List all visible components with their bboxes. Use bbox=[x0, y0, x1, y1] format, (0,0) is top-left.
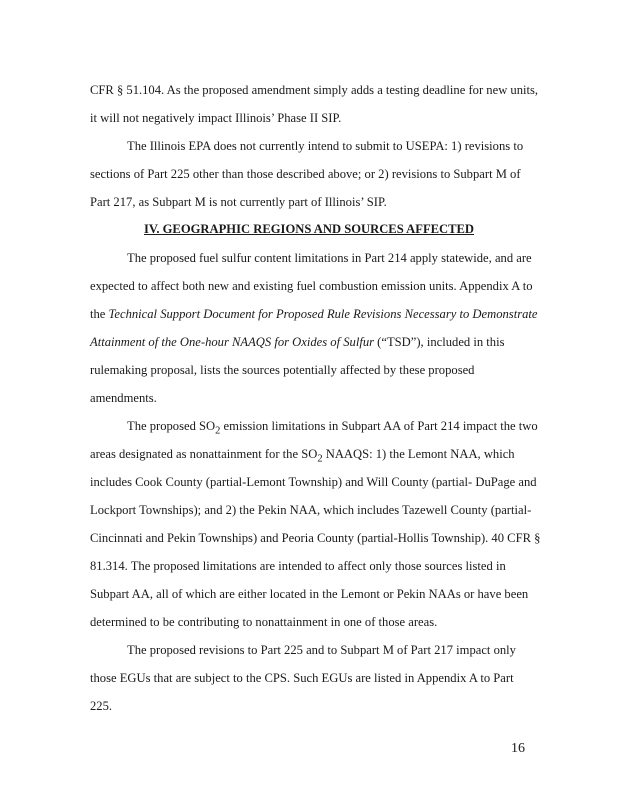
text-line: The proposed revisions to Part 225 and to Subpart M of Part 217 impact only bbox=[127, 643, 516, 657]
text-line: CFR § 51.104. As the proposed amendment simply adds a testing deadline for new units, bbox=[90, 83, 539, 97]
text-line bbox=[127, 418, 538, 440]
subscript: 2 bbox=[317, 453, 323, 465]
text-line: determined to be contributing to nonattainment in one of those areas. bbox=[90, 615, 438, 629]
text-line: sections of Part 225 other than those described above; or 2) revisions to Subpart M of bbox=[90, 167, 521, 181]
text-run: (“TSD”), included in this bbox=[374, 335, 505, 349]
text-line bbox=[90, 306, 538, 322]
document-title-italic: Attainment of the One-hour NAAQS for Oxides of Sulfur bbox=[90, 335, 375, 349]
text-line: Part 217, as Subpart M is not currently part of Illinois’ SIP. bbox=[90, 195, 387, 209]
text-line: The Illinois EPA does not currently intend to submit to USEPA: 1) revisions to bbox=[127, 139, 524, 153]
subscript: 2 bbox=[215, 425, 221, 437]
text-run: NAAQS: 1) the Lemont NAA, which bbox=[322, 447, 515, 461]
text-run: the bbox=[90, 307, 109, 321]
text-line: Cincinnati and Pekin Townships) and Peoria County (partial-Hollis Township). 40 CFR § bbox=[90, 531, 541, 545]
text-line: 225. bbox=[90, 699, 113, 713]
text-line: amendments. bbox=[90, 391, 157, 405]
text-run: The proposed SO bbox=[127, 419, 216, 433]
page-number: 16 bbox=[511, 741, 525, 756]
text-line: those EGUs that are subject to the CPS. Such EGUs are listed in Appendix A to Part bbox=[90, 671, 514, 685]
text-line: 81.314. The proposed limitations are intended to affect only those sources listed in bbox=[90, 559, 506, 573]
text-line: Subpart AA, all of which are either located in the Lemont or Pekin NAAs or have been bbox=[90, 587, 529, 601]
text-line: Lockport Townships); and 2) the Pekin NAA, which includes Tazewell County (partial- bbox=[90, 503, 532, 517]
text-run: emission limitations in Subpart AA of Part 214 impact the two bbox=[220, 419, 538, 433]
section-heading: IV. GEOGRAPHIC REGIONS AND SOURCES AFFECTED bbox=[143, 222, 475, 236]
text-line: includes Cook County (partial-Lemont Township) and Will County (partial- DuPage and bbox=[90, 475, 537, 489]
text-line: The proposed fuel sulfur content limitations in Part 214 apply statewide, and are bbox=[127, 251, 532, 265]
document-title-italic: Technical Support Document for Proposed Rule Revisions Necessary to Demonstrate bbox=[108, 307, 538, 321]
text-line: expected to affect both new and existing fuel combustion emission units. Appendix A to bbox=[90, 279, 533, 293]
text-line: rulemaking proposal, lists the sources potentially affected by these proposed bbox=[90, 363, 475, 377]
text-line bbox=[90, 334, 530, 350]
text-line: it will not negatively impact Illinois’ Phase II SIP. bbox=[90, 111, 342, 125]
text-run: areas designated as nonattainment for the SO bbox=[90, 447, 318, 461]
text-line bbox=[90, 446, 530, 468]
